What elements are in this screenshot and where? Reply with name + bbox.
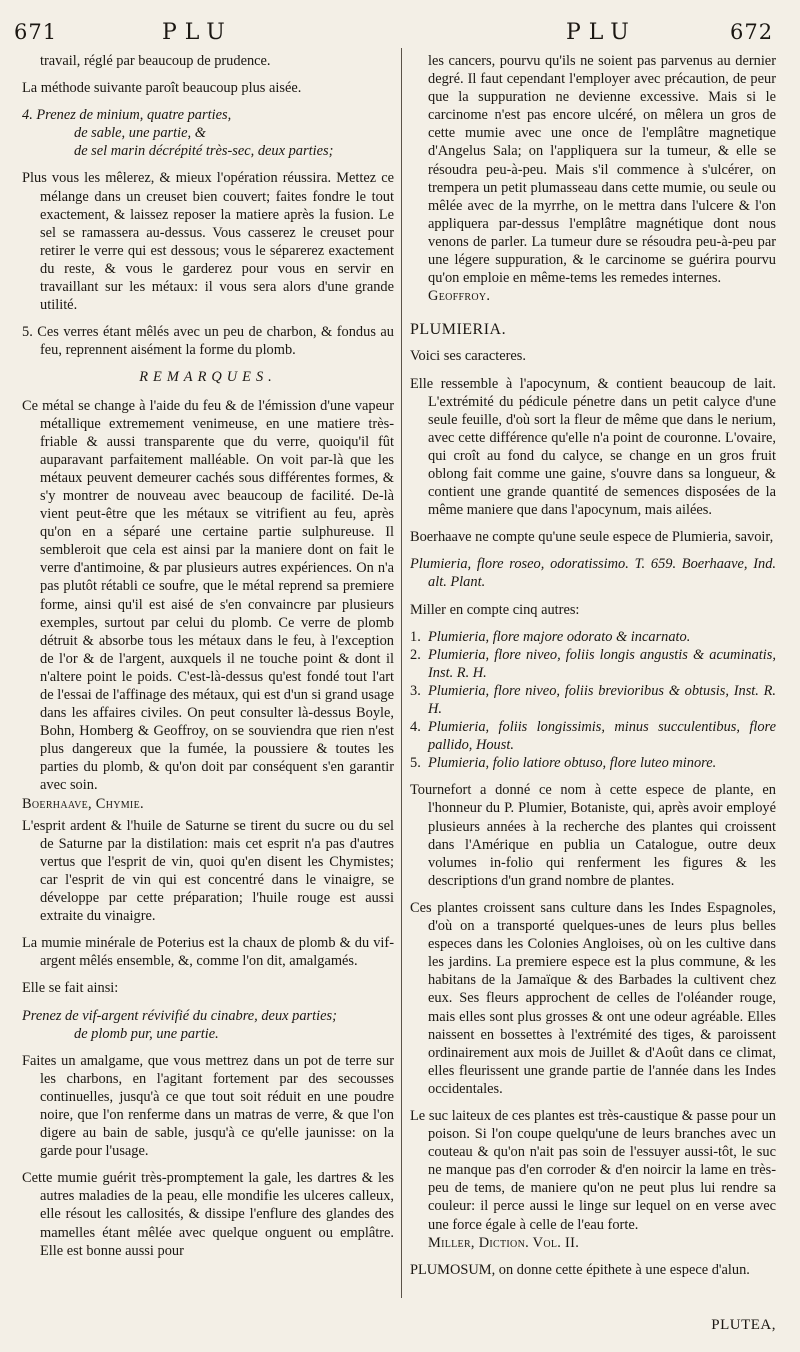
text-paragraph: La mumie minérale de Poterius est la chaux de plomb & du vif-argent mêlés ensemble, &, comme l'on dit, amalgamés. (22, 935, 394, 970)
recipe-line: de plomb pur, une partie. (74, 1025, 219, 1042)
text-paragraph: travail, réglé par beaucoup de prudence. (40, 53, 271, 69)
right-column (410, 52, 776, 1342)
entry-plumosum: PLUMOSUM, on donne cette épithete à une espece d'alun. (410, 1261, 750, 1278)
text-paragraph: Plumieria, flore roseo, odoratissimo. T. 659. Boerhaave, Ind. alt. Plant. (410, 556, 776, 591)
left-running-head: PLU (162, 20, 233, 45)
right-running-head: PLU (566, 20, 637, 45)
list-item: 2. Plumieria, flore niveo, foliis longis angustis & acuminatis, Inst. R. H. (410, 646, 776, 681)
text-paragraph: Plus vous les mêlerez, & mieux l'opération réussira. Mettez ce mélange dans un creuset bien couvert; faites fondre le tout exactement, & laissez reposer la matiere après la fusion. Le sel se ramassera au-dessus. Vous casserez le creuset pour retirer le verre qui est dessous; vous le séparerez exactement du reste, & vous le garderez pour vous en servir en travaillant sur les métaux: il vous sera alors d'une grande utilité. (22, 170, 394, 314)
left-page-number: 671 (14, 20, 58, 44)
species-list (410, 628, 776, 773)
text-paragraph: Tournefort a donné ce nom à cette espece de plante, en l'honneur du P. Plumier, Botaniste, qui, après avoir employé plusieurs années à la recherche des plantes qui croissent dans l'Amérique en publia un Catalogue, outre deux volumes in-folio qui renferment les figures & les descriptions d'un grand nombre de plantes. (410, 782, 776, 889)
left-column (22, 52, 394, 1342)
text-paragraph: Le suc laiteux de ces plantes est très-caustique & passe pour un poison. Si l'on coupe quelqu'une de leurs branches avec un couteau & qu'on n'ait pas soin de l'essuyer aussi-tôt, le suc ne manque pas d'en corroder & d'en noircir la lame en très-peu de tems, de maniere qu'on ne peut plus lui rendre sa couleur: il perce aussi le linge sur lequel on en verse avec une force égale à celle de l'eau forte. (410, 1107, 776, 1233)
text-paragraph: Boerhaave ne compte qu'une seule espece de Plumieria, savoir, (410, 529, 774, 546)
text-paragraph: L'esprit ardent & l'huile de Saturne se tirent du sucre ou du sel de Saturne par la distilation: mais cet esprit n'a pas d'autres vertus que l'esprit de vin, quoi qu'en disent les Chymistes; car l'esprit de vin qui est concentré dans le vinaigre, se développe par cette préparation; l'huile rouge est aussi extraite du vinaigre. (22, 817, 394, 925)
recipe-list (22, 1007, 394, 1043)
text-paragraph: Faites un amalgame, que vous mettrez dans un pot de terre sur les charbons, en l'agitant fortement par des secousses continuelles, jusqu'à ce que tout soit réduit en une poudre noire, que l'on renferme dans un matras de verre, & que l'on digere au bain de sable, jusqu'à ce qu'elle jaunisse: on la garde pour l'usage. (22, 1052, 394, 1160)
text-paragraph: Miller en compte cinq autres: (410, 601, 580, 618)
recipe-line: Prenez de vif-argent révivifié du cinabre, deux parties; (22, 1007, 337, 1024)
text-paragraph: les cancers, pourvu qu'ils ne soient pas parvenus au dernier degré. Il faut cependant l'employer avec précaution, de peur que la suppuration ne devienne excessive. Mais si le carcinome n'est pas encore ulcéré, on mêlera un gros de cette mumie avec une once de l'emplâtre magnetique d'Angelus Sala; on l'appliquera sur la tumeur, & elle se résoudra peu-à-peu. Mais s'il commence à s'ulcérer, on trempera un petit plumasseau dans cette mumie, ou seule ou mêlée avec de la myrrhe, on le mettra dans l'ulcere & l'on appliquera par-dessus l'emplâtre magnétique dont nous venons de parler. La tumeur dure se résoudra peu-à-peu par une légere suppuration, & le carcinome se guérira pourvu qu'on emploie en même-tems les remedes internes. (428, 53, 776, 287)
text-paragraph: Elle se fait ainsi: (22, 980, 119, 997)
list-item: 3. Plumieria, flore niveo, foliis brevioribus & obtusis, Inst. R. H. (410, 682, 776, 717)
entry-title-plumieria: PLUMIERIA. (410, 321, 507, 339)
recipe-line: de sable, une partie, & (74, 125, 206, 142)
author-signature: Miller, Diction. Vol. II. (428, 1234, 580, 1251)
text-paragraph: 5. Ces verres étant mêlés avec un peu de charbon, & fondus au feu, reprennent aisément la forme du plomb. (22, 324, 394, 359)
text-paragraph: Voici ses caracteres. (410, 348, 527, 365)
column-divider (401, 48, 402, 1298)
text-paragraph: Ce métal se change à l'aide du feu & de l'émission d'une vapeur métallique extremement venimeuse, en une matiere très-friable & aussi transparente que du verre, quoiqu'il fût auparavant parfaitement malléable. On voit par-là que les métaux peuvent demeurer cachés sous différentes formes, & s'y montrer de nouveau avec beaucoup de facilité. De-là vient peut-être que les métaux se vitrifient au feu, après qu'on en a séparé une certaine partie sulphureuse. Il sembleroit que cela est ainsi par la maniere dont on fait le verre d'antimoine, & par plusieurs autres expériences. On n'a pas plutôt rétabli ce soufre, que le métal reprend sa premiere forme, ainsi qu'il est aisé de s'en convaincre par plusieurs exemples, surtout par celui du plomb. Ce verre de plomb détruit & absorbe tous les métaux dans le feu, à l'exception de l'or & de l'argent, auxquels il ne touche point & dont il n'altere point le poids. C'est-là-dessus qu'est fondé tout l'art de l'essai de l'affinage des métaux, qui est d'un si grand usage dans les affaires civiles. On peut consulter là-dessus Boyle, Bohn, Homberg & Geoffroy, on se souviendra que rien n'est plus dangereux que la fumée, la poussiere & toutes les parties du plomb, & qu'on doit par conséquent s'en garantir avec soin. (22, 397, 394, 794)
catchword: PLUTEA, (711, 1317, 776, 1333)
list-item: 5. Plumieria, folio latiore obtuso, flore luteo minore. (410, 755, 717, 772)
list-item: 1. Plumieria, flore majore odorato & incarnato. (410, 628, 691, 645)
recipe-line: de sel marin décrépité très-sec, deux parties; (74, 143, 334, 160)
list-item: 4. Plumieria, foliis longissimis, minus succulentibus, flore pallido, Houst. (410, 719, 776, 754)
text-paragraph: La méthode suivante paroît beaucoup plus aisée. (22, 80, 302, 97)
section-heading: REMARQUES. (139, 369, 277, 386)
text-paragraph: Elle ressemble à l'apocynum, & contient beaucoup de lait. L'extrémité du pédicule pénetre dans un petit calyce d'une seule feuille, d'où sort la fleur de même que dans le nerium, avec cette différence qu'elle n'a point de couronne. L'ovaire, qui croît au fond du calyce, se change en un gros fruit oblong fait comme une gaine, s'ouvre dans sa longueur, & contient une grande quantité de semences disposées de la même maniere que dans l'apocynum, mais ailées. (410, 375, 776, 519)
recipe-list (22, 106, 394, 160)
text-paragraph: Ces plantes croissent sans culture dans les Indes Espagnoles, d'où on a transporté quelques-unes de leurs plus belles especes dans les Colonies Angloises, où on les cultive dans les jardins. La premiere espece est la plus commune, & les habitans de la Jamaïque & des Barbades la cultivent chez eux. Ses fleurs approchent de celles de l'oléander rouge, mais elles sont plus grosses & ont une odeur agréable. Elles naissent en bossettes à l'extrémité des tiges, & paroissent ordinairement aux mois de Juillet & d'Août dans ce climat, elles fleurissent une grande partie de l'année dans les Indes occidentales. (410, 899, 776, 1097)
author-signature: Geoffroy. (428, 288, 491, 305)
right-page-number: 672 (730, 20, 774, 44)
author-signature: Boerhaave, Chymie. (22, 795, 144, 812)
recipe-line: 4. Prenez de minium, quatre parties, (22, 107, 232, 124)
text-paragraph: Cette mumie guérit très-promptement la gale, les dartres & les autres maladies de la peau, elle mondifie les ulceres calleux, elle résout les callosités, & dissipe l'enflure des glandes des mamelles étant mêlée avec quelque onguent ou emplâtre. Elle est bonne aussi pour (22, 1170, 394, 1259)
